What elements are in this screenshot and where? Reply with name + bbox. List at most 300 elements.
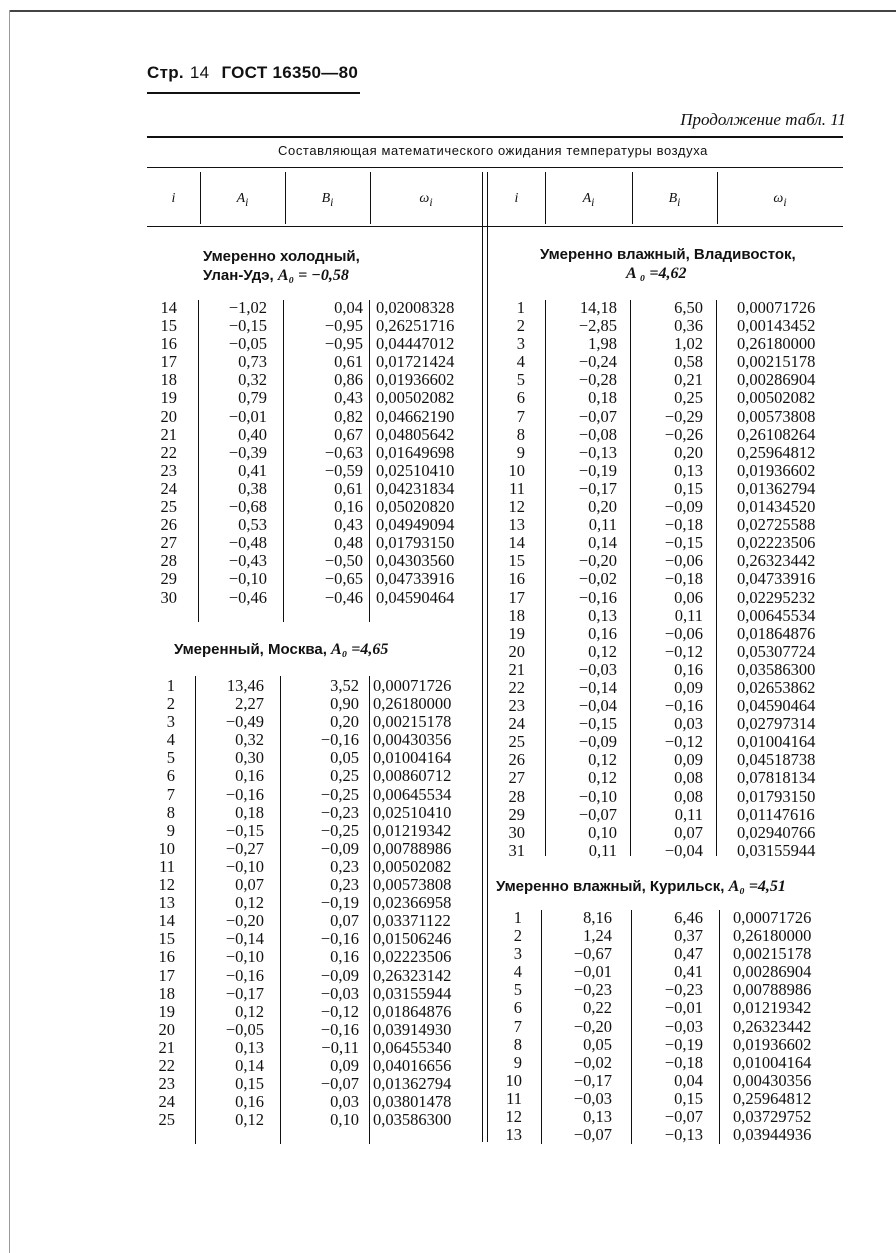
value-omega: 0,04590464 xyxy=(737,696,816,716)
value-a: 14,18 xyxy=(579,298,617,317)
col-sep xyxy=(630,300,631,856)
value-b: 0,09 xyxy=(674,677,703,697)
value-omega: 0,02940766 xyxy=(737,822,816,842)
value-omega: 0,00215178 xyxy=(733,944,812,964)
value-omega: 0,01004164 xyxy=(373,748,452,768)
value-omega: 0,04447012 xyxy=(376,334,455,354)
value-omega: 0,04590464 xyxy=(376,587,455,607)
value-b: −0,19 xyxy=(320,893,359,913)
value-a: 0,30 xyxy=(235,748,264,768)
row-index: 7 xyxy=(166,784,175,804)
row-index: 4 xyxy=(166,730,175,750)
row-index: 19 xyxy=(158,1001,175,1021)
value-omega: 0,01721424 xyxy=(376,352,455,372)
center-double-line-b xyxy=(487,172,488,1142)
row-index: 16 xyxy=(158,947,175,967)
row-index: 16 xyxy=(160,334,177,354)
row-index: 25 xyxy=(158,1110,175,1130)
row-index: 24 xyxy=(158,1092,175,1112)
value-b: 0,43 xyxy=(334,388,363,408)
value-omega: 0,00215178 xyxy=(737,352,816,372)
value-omega: 0,00502082 xyxy=(737,388,816,408)
row-index: 6 xyxy=(166,766,175,786)
value-omega: 0,04231834 xyxy=(376,478,455,498)
col-header-b-right: $B_i$ xyxy=(668,191,681,209)
value-b: −0,03 xyxy=(664,1016,703,1036)
value-a: 0,16 xyxy=(235,766,264,786)
value-a: −0,67 xyxy=(573,944,612,964)
row-index: 10 xyxy=(508,460,525,480)
value-a: −0,15 xyxy=(225,820,264,840)
value-omega: 0,00502082 xyxy=(373,856,452,876)
value-omega: 0,01004164 xyxy=(733,1052,812,1072)
row-index: 21 xyxy=(160,424,177,444)
value-a: −0,17 xyxy=(578,478,617,498)
value-omega: 0,01864876 xyxy=(373,1001,452,1021)
value-a: −0,19 xyxy=(578,460,617,480)
value-b: −0,46 xyxy=(324,587,363,607)
value-a: 0,40 xyxy=(238,424,267,444)
value-omega: 0,00573808 xyxy=(737,406,816,426)
value-b: 6,50 xyxy=(674,298,703,317)
value-omega: 0,01649698 xyxy=(376,442,455,462)
value-omega: 0,03729752 xyxy=(733,1107,812,1127)
row-index: 8 xyxy=(166,802,175,822)
page-number: 14 xyxy=(189,63,210,82)
row-index: 17 xyxy=(508,587,525,607)
value-b: 0,16 xyxy=(330,947,359,967)
value-omega: 0,00071726 xyxy=(737,298,816,317)
value-b: 0,07 xyxy=(330,911,359,931)
value-omega: 0,04662190 xyxy=(376,406,455,426)
value-b: −0,11 xyxy=(321,1037,359,1057)
value-a: −0,04 xyxy=(578,696,617,716)
value-b: 0,08 xyxy=(674,786,703,806)
caption-rule xyxy=(147,167,843,168)
row-index: 18 xyxy=(160,370,177,390)
value-omega: 0,01506246 xyxy=(373,929,452,949)
value-omega: 0,00502082 xyxy=(376,388,455,408)
value-b: 0,90 xyxy=(330,694,359,714)
value-omega: 0,26108264 xyxy=(737,424,816,444)
row-index: 23 xyxy=(158,1074,175,1094)
value-b: 0,61 xyxy=(334,352,363,372)
value-a: 13,46 xyxy=(226,676,264,695)
value-omega: 0,00645534 xyxy=(373,784,452,804)
value-b: 0,86 xyxy=(334,370,363,390)
value-b: −0,15 xyxy=(664,533,703,553)
value-a: 0,32 xyxy=(238,370,267,390)
value-b: −0,01 xyxy=(664,998,703,1018)
value-b: 0,07 xyxy=(674,822,703,842)
row-index: 10 xyxy=(158,838,175,858)
value-omega: 0,00860712 xyxy=(373,766,452,786)
value-b: −0,06 xyxy=(664,551,703,571)
value-b: −0,16 xyxy=(320,929,359,949)
value-b: −0,12 xyxy=(320,1001,359,1021)
value-b: 3,52 xyxy=(330,676,359,695)
value-a: 0,13 xyxy=(583,1107,612,1127)
row-index: 14 xyxy=(158,911,175,931)
value-b: −0,16 xyxy=(664,696,703,716)
value-a: 0,18 xyxy=(235,802,264,822)
value-a: −0,10 xyxy=(578,786,617,806)
page-label: Стр. xyxy=(147,63,184,82)
row-index: 14 xyxy=(160,298,177,317)
value-b: −0,16 xyxy=(320,730,359,750)
value-b: 0,36 xyxy=(674,316,703,336)
value-omega: 0,01004164 xyxy=(737,732,816,752)
value-a: 0,32 xyxy=(235,730,264,750)
value-a: 0,18 xyxy=(588,388,617,408)
page-top-edge xyxy=(10,10,896,12)
value-omega: 0,01219342 xyxy=(733,998,812,1018)
col-sep xyxy=(719,910,720,1144)
value-omega: 0,04518738 xyxy=(737,750,816,770)
value-a: 0,38 xyxy=(238,478,267,498)
value-b: −0,16 xyxy=(320,1019,359,1039)
value-a: −0,10 xyxy=(225,856,264,876)
value-b: 0,16 xyxy=(334,497,363,517)
value-b: −0,25 xyxy=(320,784,359,804)
value-omega: 0,00143452 xyxy=(737,316,816,336)
row-index: 11 xyxy=(509,478,525,498)
value-omega: 0,01434520 xyxy=(737,497,816,517)
row-index: 4 xyxy=(516,352,525,372)
value-omega: 0,26323442 xyxy=(737,551,816,571)
value-omega: 0,00573808 xyxy=(373,875,452,895)
value-a: −0,01 xyxy=(573,962,612,982)
row-index: 25 xyxy=(160,497,177,517)
value-a: −0,17 xyxy=(573,1070,612,1090)
value-a: −0,07 xyxy=(578,406,617,426)
value-a: 0,16 xyxy=(588,623,617,643)
value-omega: 0,03586300 xyxy=(373,1110,452,1130)
value-b: 0,05 xyxy=(330,748,359,768)
value-a: 0,11 xyxy=(588,840,617,860)
value-a: −0,13 xyxy=(578,442,617,462)
value-omega: 0,07818134 xyxy=(737,768,816,788)
row-index: 9 xyxy=(166,820,175,840)
value-a: −0,02 xyxy=(573,1052,612,1072)
row-index: 17 xyxy=(158,965,175,985)
value-a: −0,03 xyxy=(578,659,617,679)
value-a: −0,20 xyxy=(225,911,264,931)
value-a: −0,09 xyxy=(578,732,617,752)
value-a: −0,08 xyxy=(578,424,617,444)
row-index: 23 xyxy=(160,460,177,480)
value-a: −0,28 xyxy=(578,370,617,390)
value-b: −0,12 xyxy=(664,732,703,752)
value-a: −0,17 xyxy=(225,983,264,1003)
value-b: 0,25 xyxy=(330,766,359,786)
value-b: 0,20 xyxy=(330,712,359,732)
value-omega: 0,04016656 xyxy=(373,1055,452,1075)
row-index: 3 xyxy=(513,944,522,964)
value-b: 1,02 xyxy=(674,334,703,354)
section-title-ulan-ude: Умеренно холодный, Улан-Удэ, A₀ = −0,58 xyxy=(203,248,360,284)
value-a: −0,10 xyxy=(228,569,267,589)
value-b: −0,06 xyxy=(664,623,703,643)
col-header-a-right: $A_i$ xyxy=(582,191,595,209)
value-a: 0,07 xyxy=(235,875,264,895)
value-omega: 0,02797314 xyxy=(737,714,816,734)
value-a: 0,14 xyxy=(588,533,617,553)
value-omega: 0,06455340 xyxy=(373,1037,452,1057)
value-omega: 0,01219342 xyxy=(373,820,452,840)
value-omega: 0,03586300 xyxy=(737,659,816,679)
section-title-moscow: Умеренный, Москва, A₀ =4,65 xyxy=(174,641,389,658)
value-omega: 0,01362794 xyxy=(737,478,816,498)
col-sep xyxy=(198,300,199,622)
value-omega: 0,04733916 xyxy=(376,569,455,589)
value-b: −0,29 xyxy=(664,406,703,426)
row-index: 1 xyxy=(166,676,175,695)
value-a: 0,53 xyxy=(238,515,267,535)
value-omega: 0,00286904 xyxy=(737,370,816,390)
value-b: −0,09 xyxy=(320,838,359,858)
value-omega: 0,04733916 xyxy=(737,569,816,589)
row-index: 13 xyxy=(158,893,175,913)
value-b: 0,48 xyxy=(334,533,363,553)
row-index: 27 xyxy=(508,768,525,788)
value-a: −0,39 xyxy=(228,442,267,462)
value-b: −0,03 xyxy=(320,983,359,1003)
row-index: 17 xyxy=(160,352,177,372)
row-index: 11 xyxy=(159,856,175,876)
value-a: −0,14 xyxy=(578,677,617,697)
value-omega: 0,05307724 xyxy=(737,641,816,661)
value-a: −0,24 xyxy=(578,352,617,372)
value-b: −0,12 xyxy=(664,641,703,661)
value-a: −0,20 xyxy=(573,1016,612,1036)
row-index: 26 xyxy=(508,750,525,770)
value-a: 0,11 xyxy=(588,515,617,535)
value-omega: 0,05020820 xyxy=(376,497,455,517)
value-b: 0,08 xyxy=(674,768,703,788)
value-b: −0,59 xyxy=(324,460,363,480)
row-index: 20 xyxy=(160,406,177,426)
value-omega: 0,00645534 xyxy=(737,605,816,625)
value-omega: 0,01936602 xyxy=(733,1034,812,1054)
row-index: 3 xyxy=(516,334,525,354)
value-a: 0,10 xyxy=(588,822,617,842)
value-omega: 0,26180000 xyxy=(733,926,812,946)
value-omega: 0,00430356 xyxy=(733,1070,812,1090)
value-omega: 0,00286904 xyxy=(733,962,812,982)
row-index: 2 xyxy=(166,694,175,714)
value-omega: 0,02725588 xyxy=(737,515,816,535)
value-omega: 0,25964812 xyxy=(737,442,816,462)
row-index: 14 xyxy=(508,533,525,553)
row-index: 22 xyxy=(160,442,177,462)
value-omega: 0,01936602 xyxy=(737,460,816,480)
value-omega: 0,01793150 xyxy=(737,786,816,806)
value-b: 0,25 xyxy=(674,388,703,408)
standard-code: ГОСТ 16350—80 xyxy=(221,63,359,82)
value-a: 0,15 xyxy=(235,1074,264,1094)
value-a: −0,01 xyxy=(228,406,267,426)
row-index: 1 xyxy=(513,908,522,927)
value-a: 0,20 xyxy=(588,497,617,517)
value-a: 0,13 xyxy=(588,605,617,625)
value-a: −0,16 xyxy=(225,965,264,985)
row-index: 3 xyxy=(166,712,175,732)
col-sep xyxy=(631,910,632,1144)
value-a: 0,12 xyxy=(588,750,617,770)
section-title-kurilsk: Умеренно влажный, Курильск, A₀ =4,51 xyxy=(496,878,786,895)
row-index: 12 xyxy=(508,497,525,517)
value-omega: 0,25964812 xyxy=(733,1088,812,1108)
row-index: 29 xyxy=(508,804,525,824)
value-a: −1,02 xyxy=(228,298,267,317)
row-index: 12 xyxy=(505,1107,522,1127)
value-a: 0,12 xyxy=(588,641,617,661)
row-index: 7 xyxy=(513,1016,522,1036)
row-index: 28 xyxy=(508,786,525,806)
row-index: 1 xyxy=(516,298,525,317)
value-b: 0,04 xyxy=(674,1070,703,1090)
value-omega: 0,26323142 xyxy=(373,965,452,985)
value-b: −0,95 xyxy=(324,334,363,354)
value-b: 0,10 xyxy=(330,1110,359,1130)
row-index: 7 xyxy=(516,406,525,426)
value-a: −0,46 xyxy=(228,587,267,607)
value-b: −0,19 xyxy=(664,1034,703,1054)
value-a: −0,07 xyxy=(573,1125,612,1145)
row-index: 13 xyxy=(505,1125,522,1145)
col-sep xyxy=(283,300,284,622)
value-a: −0,43 xyxy=(228,551,267,571)
value-omega: 0,26323442 xyxy=(733,1016,812,1036)
row-index: 28 xyxy=(160,551,177,571)
value-omega: 0,04949094 xyxy=(376,515,455,535)
value-b: 0,82 xyxy=(334,406,363,426)
value-omega: 0,02510410 xyxy=(373,802,452,822)
col-sep xyxy=(280,676,281,1144)
value-b: −0,09 xyxy=(664,497,703,517)
value-b: 0,09 xyxy=(330,1055,359,1075)
value-omega: 0,02008328 xyxy=(376,298,455,317)
value-omega: 0,03155944 xyxy=(737,840,816,860)
row-index: 5 xyxy=(516,370,525,390)
value-omega: 0,02366958 xyxy=(373,893,452,913)
value-b: 0,06 xyxy=(674,587,703,607)
value-omega: 0,02295232 xyxy=(737,587,816,607)
value-omega: 0,04805642 xyxy=(376,424,455,444)
value-a: 0,12 xyxy=(235,1110,264,1130)
value-omega: 0,00071726 xyxy=(373,676,452,695)
value-omega: 0,01864876 xyxy=(737,623,816,643)
row-index: 29 xyxy=(160,569,177,589)
row-index: 16 xyxy=(508,569,525,589)
value-b: −0,07 xyxy=(320,1074,359,1094)
row-index: 9 xyxy=(513,1052,522,1072)
value-b: −0,18 xyxy=(664,515,703,535)
value-a: −0,23 xyxy=(573,980,612,1000)
value-b: 0,03 xyxy=(674,714,703,734)
value-omega: 0,01793150 xyxy=(376,533,455,553)
value-omega: 0,01362794 xyxy=(373,1074,452,1094)
col-header-w: $\omega_i$ xyxy=(419,191,433,209)
value-a: −0,15 xyxy=(228,316,267,336)
row-index: 2 xyxy=(513,926,522,946)
value-omega: 0,00215178 xyxy=(373,712,452,732)
value-b: 0,41 xyxy=(674,962,703,982)
row-index: 15 xyxy=(160,316,177,336)
row-index: 12 xyxy=(158,875,175,895)
col-sep xyxy=(369,676,370,1144)
value-a: 0,13 xyxy=(235,1037,264,1057)
value-a: −0,27 xyxy=(225,838,264,858)
col-sep xyxy=(541,910,542,1144)
value-b: −0,50 xyxy=(324,551,363,571)
value-a: 0,05 xyxy=(583,1034,612,1054)
row-index: 18 xyxy=(158,983,175,1003)
value-a: 0,14 xyxy=(235,1055,264,1075)
value-b: 0,16 xyxy=(674,659,703,679)
value-a: 0,41 xyxy=(238,460,267,480)
value-omega: 0,03944936 xyxy=(733,1125,812,1145)
row-index: 4 xyxy=(513,962,522,982)
row-index: 6 xyxy=(513,998,522,1018)
row-index: 10 xyxy=(505,1070,522,1090)
value-omega: 0,00788986 xyxy=(373,838,452,858)
value-a: −0,05 xyxy=(225,1019,264,1039)
row-index: 25 xyxy=(508,732,525,752)
value-b: −0,63 xyxy=(324,442,363,462)
value-a: 0,12 xyxy=(235,893,264,913)
value-b: 0,58 xyxy=(674,352,703,372)
row-index: 26 xyxy=(160,515,177,535)
value-a: 2,27 xyxy=(235,694,264,714)
value-omega: 0,03155944 xyxy=(373,983,452,1003)
row-index: 22 xyxy=(158,1055,175,1075)
value-omega: 0,26180000 xyxy=(737,334,816,354)
value-a: −0,15 xyxy=(578,714,617,734)
col-sep xyxy=(545,300,546,856)
value-omega: 0,02223506 xyxy=(737,533,816,553)
value-b: −0,18 xyxy=(664,569,703,589)
value-a: −2,85 xyxy=(578,316,617,336)
value-b: −0,25 xyxy=(320,820,359,840)
value-b: −0,07 xyxy=(664,1107,703,1127)
value-omega: 0,04303560 xyxy=(376,551,455,571)
value-b: 0,23 xyxy=(330,875,359,895)
value-a: 1,98 xyxy=(588,334,617,354)
col-sep xyxy=(716,300,717,856)
value-b: 0,04 xyxy=(334,298,363,317)
value-b: −0,23 xyxy=(320,802,359,822)
value-omega: 0,02223506 xyxy=(373,947,452,967)
value-a: 0,22 xyxy=(583,998,612,1018)
table-caption: Составляющая математического ожидания температуры воздуха xyxy=(278,143,708,158)
value-a: 0,73 xyxy=(238,352,267,372)
value-b: 0,20 xyxy=(674,442,703,462)
col-header-w-right: $\omega_i$ xyxy=(773,191,787,209)
section-title-vladivostok: Умеренно влажный, Владивосток, A ₀ =4,62 xyxy=(540,246,796,282)
value-b: 0,47 xyxy=(674,944,703,964)
value-a: −0,20 xyxy=(578,551,617,571)
value-a: −0,49 xyxy=(225,712,264,732)
value-b: 0,67 xyxy=(334,424,363,444)
value-a: 0,12 xyxy=(235,1001,264,1021)
value-b: −0,23 xyxy=(664,980,703,1000)
value-a: −0,07 xyxy=(578,804,617,824)
col-header-i-right: i xyxy=(514,191,519,206)
continuation-label: Продолжение табл. 11 xyxy=(680,110,846,129)
value-omega: 0,03801478 xyxy=(373,1092,452,1112)
